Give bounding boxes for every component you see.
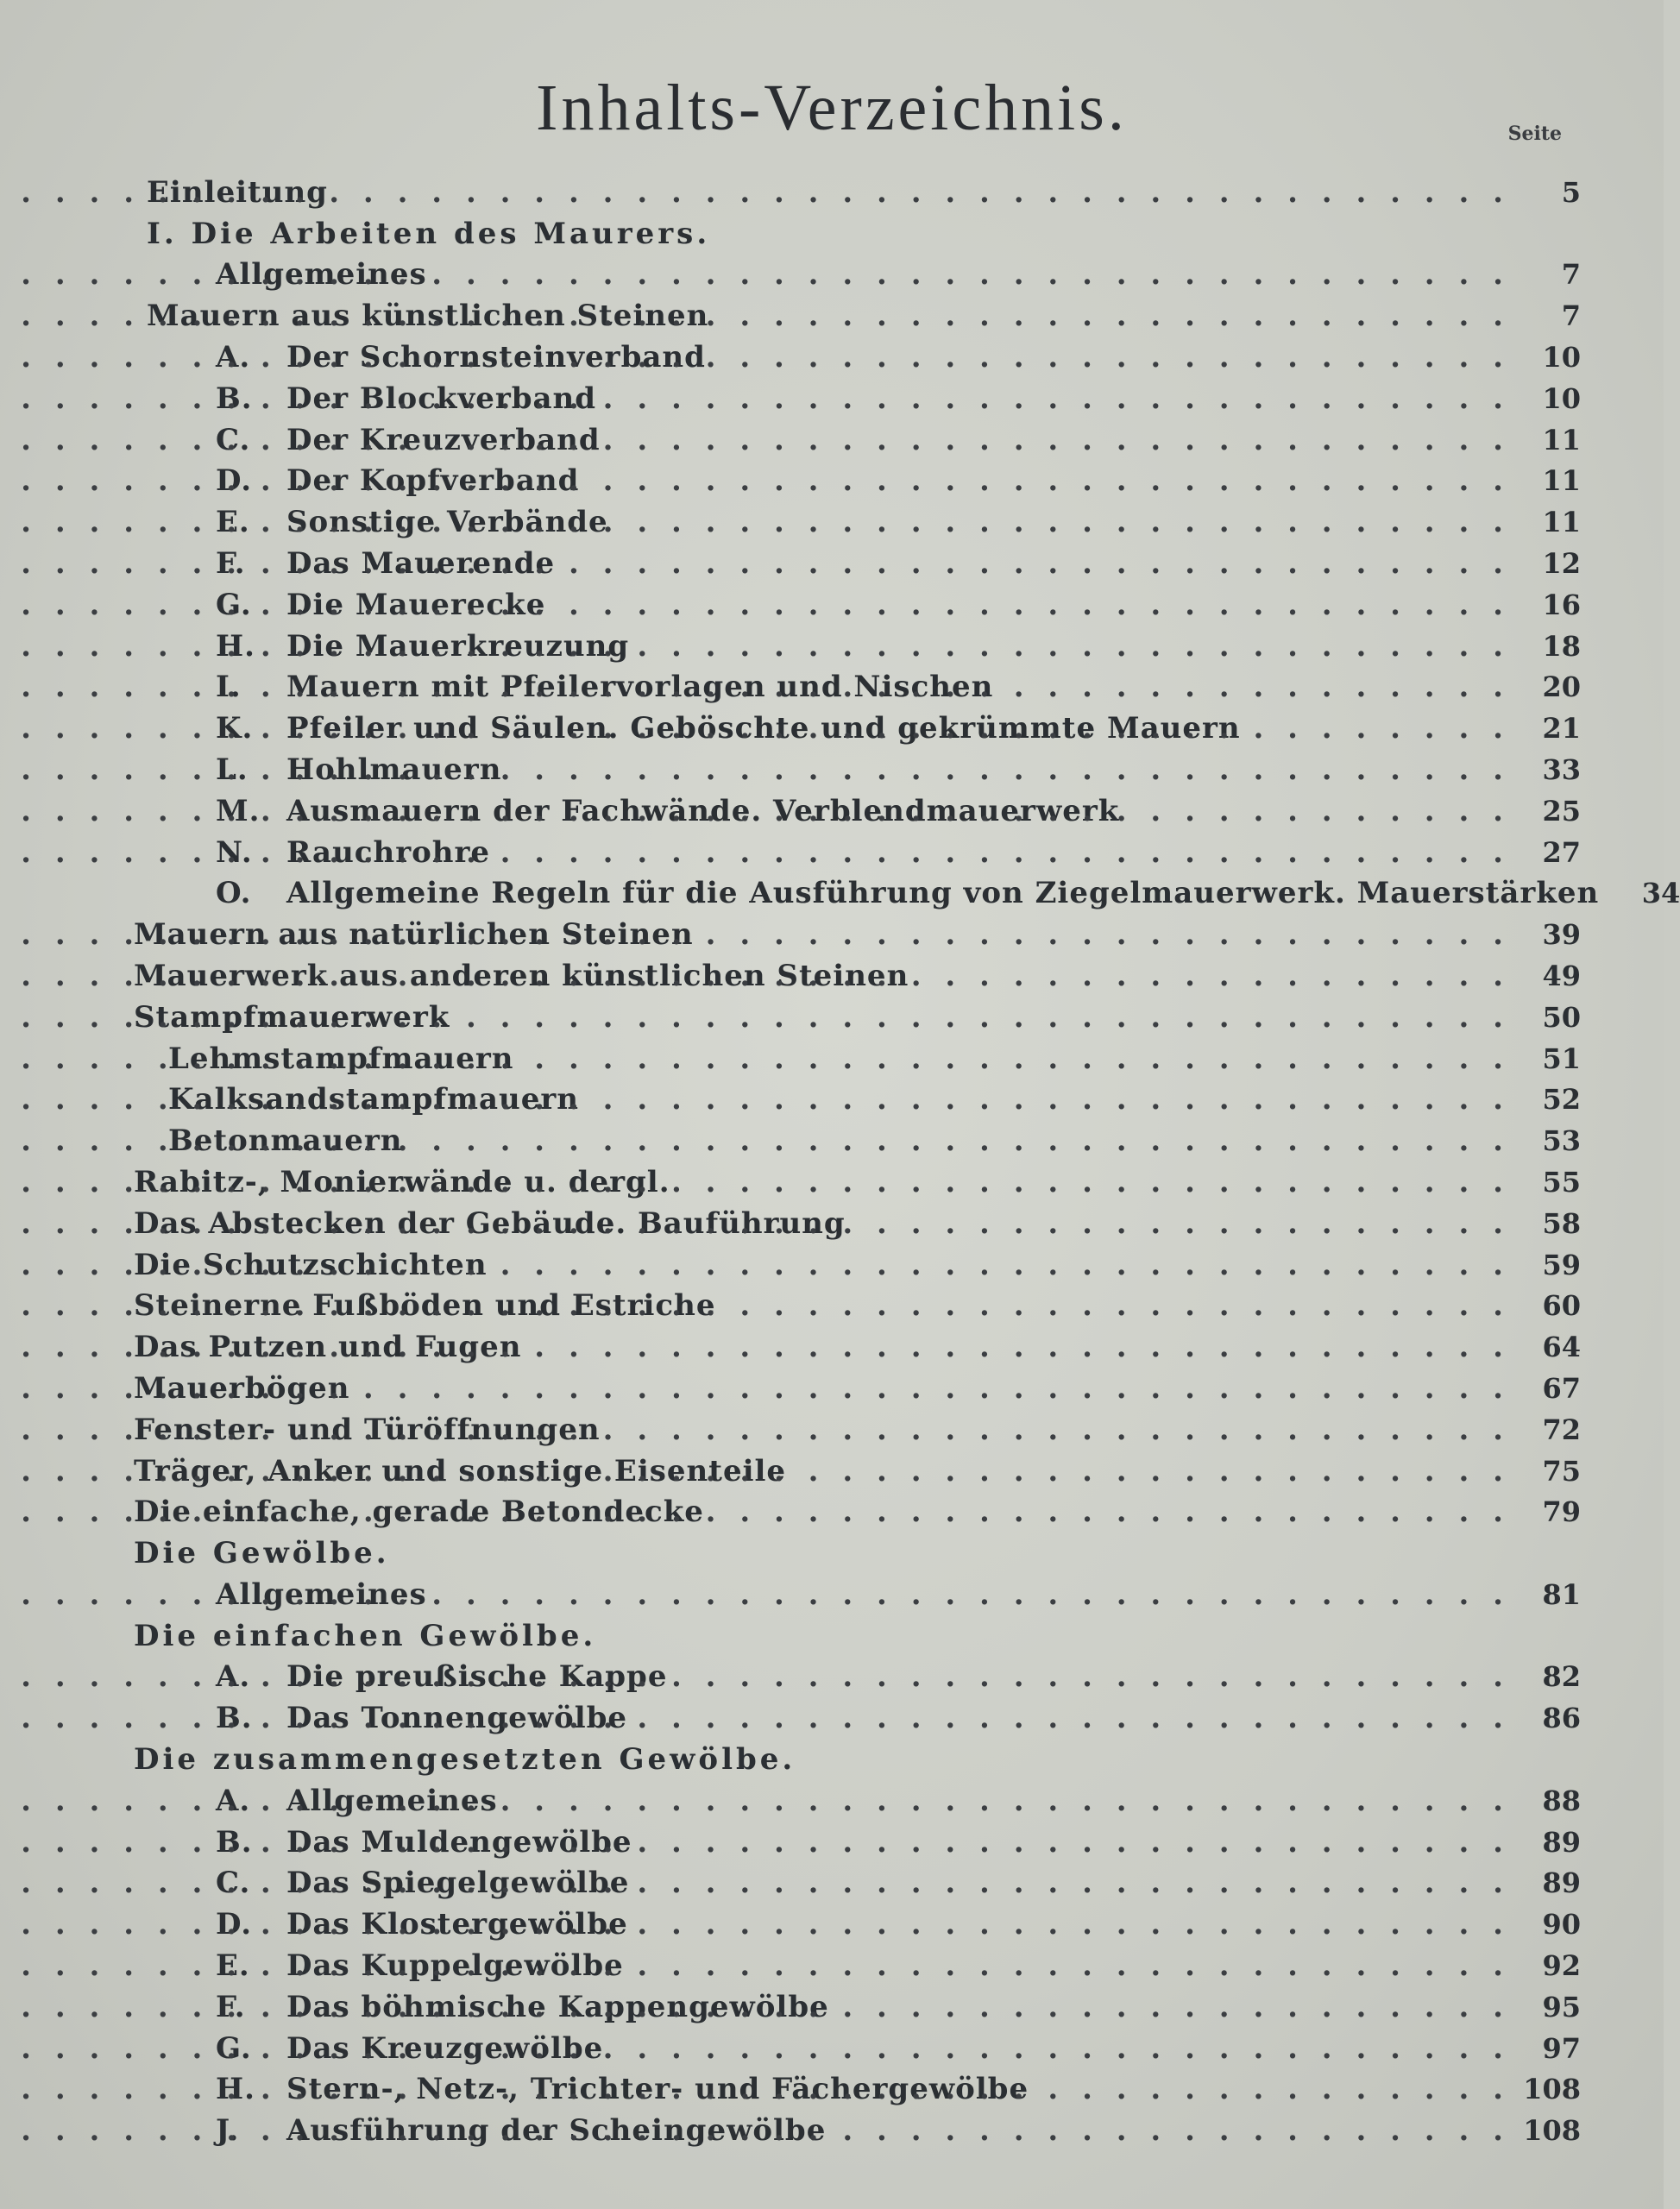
toc-entry-letter: G.	[216, 2030, 252, 2066]
toc-entry-text: Sonstige Verbände	[286, 505, 608, 540]
toc-entry-text: Der Kreuzverband	[286, 422, 601, 457]
dot-leader	[840, 1990, 1510, 2024]
toc-entry-text: Das Klostergewölbe	[286, 1907, 628, 1942]
table-of-contents	[0, 168, 1680, 2149]
dot-leader	[716, 340, 1510, 374]
toc-page-number: 7	[1561, 299, 1581, 333]
dot-leader	[437, 257, 1510, 292]
toc-entry-text: Das Muldengewölbe	[286, 1824, 632, 1860]
toc-entry-text: Kalksandstampfmauern	[168, 1082, 579, 1117]
toc-entry-text: Mauern aus künstlichen Steinen	[147, 299, 709, 334]
toc-entry-letter: A.	[216, 339, 251, 374]
toc-page-number: 92	[1542, 1949, 1581, 1983]
toc-entry	[0, 622, 1664, 664]
dot-leader	[611, 423, 1510, 457]
dot-leader	[400, 1536, 1510, 1570]
toc-entry	[0, 1158, 1664, 1199]
dot-leader	[714, 1495, 1510, 1529]
dot-leader	[681, 1165, 1510, 1199]
toc-entry-text: Das böhmische Kappengewölbe	[286, 1989, 829, 2024]
toc-entry-text: Die einfachen Gewölbe.	[134, 1618, 597, 1653]
toc-page-number: 82	[1542, 1660, 1581, 1694]
dot-leader	[607, 1619, 1510, 1653]
dot-leader	[556, 588, 1510, 622]
toc-page-number: 53	[1542, 1124, 1581, 1158]
toc-entry	[0, 1818, 1664, 1860]
toc-entry	[0, 1612, 1664, 1653]
toc-entry-text: Allgemeines	[216, 1577, 427, 1612]
toc-entry	[0, 581, 1664, 622]
dot-leader	[589, 463, 1510, 498]
toc-entry	[0, 1488, 1664, 1530]
toc-entry-letter: K.	[216, 711, 254, 746]
toc-entry-text: Das Kreuzgewölbe	[286, 2030, 604, 2066]
toc-page-number: 97	[1542, 2031, 1581, 2065]
toc-page-number: 10	[1542, 381, 1581, 415]
toc-page-number: 12	[1542, 546, 1581, 580]
toc-entry	[0, 952, 1664, 993]
toc-entry-text: Der Blockverband	[286, 381, 597, 416]
dot-leader	[619, 505, 1510, 539]
toc-entry	[0, 498, 1664, 539]
toc-entry	[0, 2106, 1664, 2148]
toc-entry	[0, 1117, 1664, 1158]
toc-page-number: 88	[1542, 1784, 1581, 1817]
toc-entry	[0, 2066, 1664, 2107]
toc-entry	[0, 210, 1664, 251]
toc-entry-letter: D.	[216, 463, 253, 499]
toc-entry-text: Mauerbögen	[134, 1370, 350, 1406]
toc-entry	[0, 292, 1664, 333]
toc-entry	[0, 1777, 1664, 1818]
toc-entry-text: Einleitung	[147, 174, 328, 210]
dot-leader	[611, 1413, 1510, 1447]
toc-entry	[0, 1570, 1664, 1612]
toc-entry-text: Ausführung der Scheingewölbe	[286, 2113, 827, 2149]
dot-leader	[512, 752, 1510, 787]
dot-leader	[437, 1577, 1510, 1612]
dot-leader	[634, 1948, 1510, 1983]
toc-entry	[0, 1076, 1664, 1117]
toc-page-number: 95	[1542, 1990, 1581, 2023]
toc-entry-text: Die Mauerecke	[286, 587, 546, 622]
dot-leader	[1039, 2072, 1510, 2106]
toc-entry-letter: G.	[216, 587, 252, 622]
dot-leader	[361, 1371, 1510, 1406]
dot-leader	[919, 959, 1510, 993]
toc-entry-text: Mauerwerk aus anderen künstlichen Steinen	[134, 958, 909, 993]
toc-entry	[0, 1900, 1664, 1942]
dot-leader	[1004, 670, 1510, 704]
dot-leader	[565, 546, 1510, 581]
toc-page-number: 90	[1542, 1908, 1581, 1942]
toc-entry	[0, 746, 1664, 787]
dot-leader	[856, 1206, 1510, 1241]
toc-entry	[0, 1035, 1664, 1076]
toc-entry	[0, 664, 1664, 705]
toc-entry-text: Die preußische Kappe	[286, 1659, 668, 1695]
toc-page-number: 67	[1542, 1371, 1581, 1405]
toc-entry	[0, 416, 1664, 457]
toc-entry	[0, 1364, 1664, 1406]
dot-leader	[500, 835, 1510, 870]
toc-entry-text: Ausmauern der Fachwände. Verblendmauerwerk	[286, 793, 1120, 828]
dot-leader	[720, 217, 1510, 251]
toc-entry-title	[134, 1742, 796, 1777]
toc-entry-text: Lehmstampfmauern	[168, 1041, 514, 1076]
toc-entry-letter: N.	[216, 834, 253, 870]
toc-entry-letter: E.	[216, 505, 250, 540]
dot-leader	[589, 1082, 1510, 1117]
dot-leader	[460, 1000, 1510, 1035]
dot-leader	[412, 1123, 1510, 1158]
toc-entry-text: Stampfmauerwerk	[134, 999, 450, 1035]
toc-page-number: 108	[1523, 2073, 1581, 2106]
dot-leader	[613, 2031, 1510, 2066]
toc-entry	[0, 1860, 1664, 1901]
toc-entry-letter: C.	[216, 422, 251, 457]
toc-entry-text: Das Kuppelgewölbe	[286, 1948, 624, 1984]
toc-entry-text: Die Mauerkreuzung	[286, 628, 630, 664]
toc-entry-text: Das Abstecken der Gebäude. Bauführung	[134, 1205, 846, 1241]
toc-page-number: 21	[1542, 712, 1581, 746]
dot-leader	[639, 629, 1510, 664]
dot-leader	[836, 2113, 1510, 2148]
dot-leader	[719, 299, 1510, 333]
dot-leader	[1129, 794, 1510, 828]
toc-page-number: 60	[1542, 1289, 1581, 1323]
toc-entry	[0, 2024, 1664, 2066]
toc-entry	[0, 910, 1664, 952]
toc-entry-letter: L.	[216, 752, 249, 787]
toc-entry	[0, 870, 1680, 911]
toc-entry-letter: D.	[216, 1907, 253, 1942]
toc-entry-letter: A.	[216, 1659, 251, 1695]
toc-page-number: 59	[1542, 1248, 1581, 1281]
toc-page-number: 11	[1542, 506, 1581, 539]
toc-entry	[0, 1735, 1664, 1777]
toc-page-number: 16	[1542, 588, 1581, 621]
toc-entry-text: Pfeiler und Säulen. Geböschte und gekrümmte Mauern	[286, 711, 1241, 746]
toc-entry	[0, 1323, 1664, 1364]
toc-entry	[0, 168, 1664, 210]
toc-page-number: 89	[1542, 1825, 1581, 1859]
toc-entry	[0, 1241, 1664, 1282]
toc-entry-text: Mauern aus natürlichen Steinen	[134, 917, 694, 953]
toc-page-number: 86	[1542, 1702, 1581, 1735]
dot-leader	[524, 1042, 1510, 1076]
toc-page-number: 5	[1561, 175, 1581, 209]
toc-entry	[0, 1983, 1664, 2024]
dot-leader	[639, 1907, 1510, 1942]
toc-entry-text: Das Putzen und Fugen	[134, 1330, 522, 1365]
toc-entry-text: Das Spiegelgewölbe	[286, 1866, 630, 1901]
dot-leader	[1251, 711, 1510, 746]
toc-entry	[0, 1447, 1664, 1488]
toc-page-number: 11	[1542, 464, 1581, 498]
toc-entry-text: Das Mauerende	[286, 545, 556, 581]
toc-page-number: 51	[1542, 1042, 1581, 1075]
dot-leader	[639, 1866, 1510, 1900]
toc-entry	[0, 333, 1664, 374]
toc-page-number: 20	[1542, 670, 1581, 704]
toc-entry-text: Allgemeine Regeln für die Ausführung von Ziegelmauerwerk. Mauerstärken	[286, 876, 1600, 911]
toc-entry-letter: J.	[216, 2113, 240, 2149]
toc-page-number: 7	[1561, 258, 1581, 292]
toc-entry-text: Hohlmauern	[286, 752, 502, 787]
toc-page-number: 33	[1542, 752, 1581, 786]
toc-entry	[0, 1282, 1664, 1324]
toc-entry-letter: B.	[216, 1824, 253, 1860]
toc-page-number: 52	[1542, 1083, 1581, 1117]
toc-entry-text: Allgemeines	[216, 257, 427, 293]
toc-page-number: 75	[1542, 1454, 1581, 1488]
dot-leader	[704, 917, 1510, 952]
toc-entry-letter: B.	[216, 1701, 253, 1736]
toc-entry-title	[134, 1619, 596, 1653]
toc-entry-text: I. Die Arbeiten des Maurers.	[147, 216, 711, 251]
page-column-label: Seite	[1507, 123, 1562, 145]
toc-entry-letter: C.	[216, 1866, 251, 1901]
toc-entry	[0, 1199, 1664, 1241]
toc-page-number: 72	[1542, 1413, 1581, 1446]
page-title: Inhalts-Verzeichnis.	[536, 72, 1128, 144]
toc-entry-letter: B.	[216, 381, 253, 416]
toc-entry-text: Steinerne Fußböden und Estriche	[134, 1288, 716, 1324]
toc-page-number: 58	[1542, 1206, 1581, 1240]
dot-leader	[338, 175, 1510, 210]
toc-entry-text: Der Kopfverband	[286, 463, 580, 499]
toc-entry-text: Betonmauern	[168, 1123, 403, 1159]
toc-page-number: 108	[1523, 2114, 1581, 2148]
dot-leader	[796, 1454, 1510, 1488]
toc-entry-letter: M.	[216, 793, 261, 828]
toc-page-number: 39	[1542, 918, 1581, 952]
dot-leader	[607, 381, 1510, 416]
toc-entry-text: Rabitz-, Monierwände u. dergl.	[134, 1164, 670, 1199]
toc-entry-letter: O.	[216, 876, 252, 911]
toc-page-number: 25	[1542, 794, 1581, 828]
toc-entry-letter: E.	[216, 1948, 250, 1984]
toc-entry-title	[147, 217, 710, 251]
toc-entry-text: Rauchrohre	[286, 834, 491, 870]
toc-entry-text: Die einfache, gerade Betondecke	[134, 1495, 704, 1530]
toc-page-number: 10	[1542, 340, 1581, 374]
toc-page-number: 49	[1542, 959, 1581, 992]
dot-leader	[532, 1330, 1510, 1364]
toc-entry	[0, 457, 1664, 499]
toc-page-number: 55	[1542, 1165, 1581, 1199]
toc-entry	[0, 539, 1664, 581]
toc-page-number: 18	[1542, 629, 1581, 663]
dot-leader	[508, 1784, 1510, 1818]
toc-entry-text: Mauern mit Pfeilervorlagen und Nischen	[286, 670, 994, 705]
toc-entry	[0, 787, 1664, 828]
toc-entry	[0, 1406, 1664, 1447]
dot-leader	[498, 1248, 1510, 1282]
toc-entry-title	[134, 1536, 390, 1570]
toc-entry-title	[216, 876, 1599, 910]
toc-page-number: 27	[1542, 835, 1581, 869]
dot-leader	[726, 1288, 1510, 1323]
toc-entry-text: Die Gewölbe.	[134, 1536, 390, 1571]
toc-entry-text: Die zusammengesetzten Gewölbe.	[134, 1742, 796, 1778]
dot-leader	[806, 1742, 1510, 1777]
toc-entry-letter: H.	[216, 2072, 255, 2107]
toc-page-number: 64	[1542, 1331, 1581, 1364]
toc-entry-text: Die Schutzschichten	[134, 1247, 488, 1282]
toc-entry-letter: F.	[216, 545, 246, 581]
toc-entry-letter: F.	[216, 1989, 246, 2024]
dot-leader	[677, 1659, 1510, 1694]
toc-entry-text: Allgemeines	[286, 1783, 498, 1818]
toc-entry-text: Das Tonnengewölbe	[286, 1701, 628, 1736]
toc-entry	[0, 251, 1664, 293]
toc-entry-text: Fenster- und Türöffnungen	[134, 1412, 601, 1447]
toc-entry-letter: H.	[216, 628, 255, 664]
toc-entry-letter: I.	[216, 670, 242, 705]
toc-entry-text: Der Schornsteinverband	[286, 339, 706, 374]
toc-page-number: 81	[1542, 1577, 1581, 1611]
toc-entry	[0, 1653, 1664, 1695]
toc-page-number: 89	[1542, 1866, 1581, 1900]
toc-page-number: 34	[1641, 877, 1680, 910]
toc-entry-text: Stern-, Netz-, Trichter- und Fächergewölbe	[286, 2072, 1029, 2107]
dot-leader	[638, 1701, 1510, 1735]
toc-entry-letter: A.	[216, 1783, 251, 1818]
toc-entry	[0, 374, 1664, 416]
toc-entry	[0, 993, 1664, 1035]
toc-entry	[0, 828, 1664, 870]
dot-leader	[643, 1825, 1510, 1860]
toc-entry	[0, 704, 1664, 746]
toc-page-number: 11	[1542, 423, 1581, 456]
toc-entry	[0, 1529, 1664, 1570]
toc-page-number: 79	[1542, 1495, 1581, 1529]
toc-page-number: 50	[1542, 1000, 1581, 1034]
toc-entry	[0, 1694, 1664, 1735]
toc-entry-text: Träger, Anker und sonstige Eisenteile	[134, 1453, 787, 1488]
toc-entry	[0, 1942, 1664, 1983]
